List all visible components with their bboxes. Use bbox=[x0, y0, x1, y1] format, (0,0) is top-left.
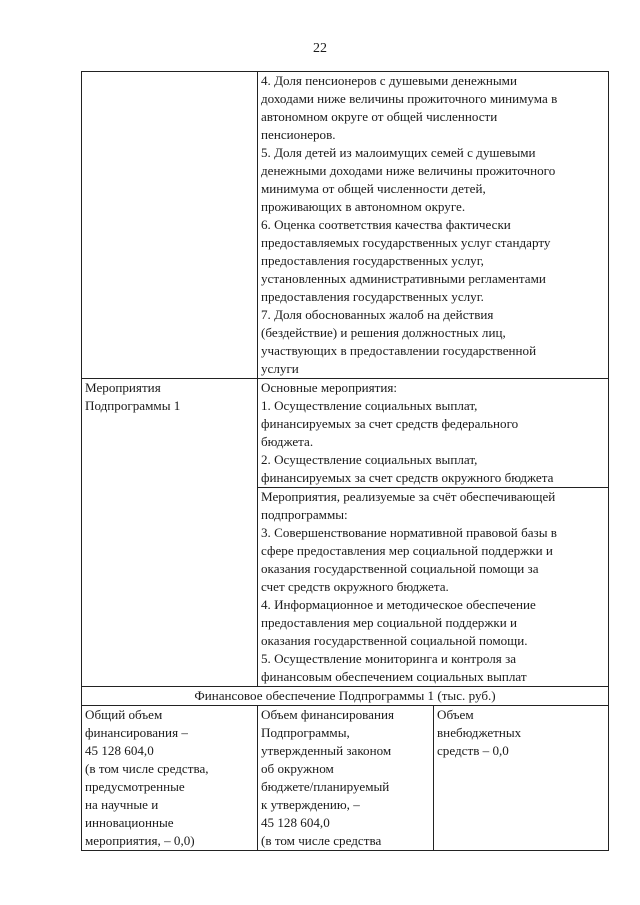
text-line: минимума от общей численности детей, bbox=[261, 181, 486, 196]
text-line: 2. Осуществление социальных выплат, bbox=[261, 452, 478, 467]
indicators-label-cell bbox=[82, 72, 258, 379]
text-line: Объем bbox=[437, 707, 474, 722]
text-line: средств – 0,0 bbox=[437, 743, 509, 758]
text-line: 4. Доля пенсионеров с душевыми денежными bbox=[261, 73, 517, 88]
text-line: пенсионеров. bbox=[261, 127, 336, 142]
indicators-row bbox=[82, 72, 609, 379]
text-line: автономном округе от общей численности bbox=[261, 109, 498, 124]
text-line: (в том числе средства bbox=[261, 833, 382, 848]
text-line: подпрограммы: bbox=[261, 507, 348, 522]
text-line: Основные мероприятия: bbox=[261, 380, 398, 395]
text-line: денежными доходами ниже величины прожиточного bbox=[261, 163, 556, 178]
text-line: финансирования – bbox=[85, 725, 188, 740]
text-line: услуги bbox=[261, 361, 299, 376]
text-line: (в том числе средства, bbox=[85, 761, 209, 776]
text-line: проживающих в автономном округе. bbox=[261, 199, 466, 214]
indicators-list-cell bbox=[258, 72, 609, 379]
text-line: 3. Совершенствование нормативной правовой базы в bbox=[261, 525, 557, 540]
text-line: финансируемых за счет средств федерального bbox=[261, 416, 519, 431]
text-line: 45 128 604,0 bbox=[261, 815, 330, 830]
activities-label-cell bbox=[82, 379, 258, 687]
text-line: на научные и bbox=[85, 797, 159, 812]
text-line: бюджета. bbox=[261, 434, 314, 449]
text-line: бюджете/планируемый bbox=[261, 779, 390, 794]
text-line: счет средств окружного бюджета. bbox=[261, 579, 449, 594]
text-line: 45 128 604,0 bbox=[85, 743, 154, 758]
text-line: 6. Оценка соответствия качества фактически bbox=[261, 217, 511, 232]
text-line: утвержденный законом bbox=[261, 743, 392, 758]
text-line: 5. Доля детей из малоимущих семей с душевыми bbox=[261, 145, 536, 160]
text-line: 5. Осуществление мониторинга и контроля за bbox=[261, 651, 517, 666]
financing-extrabudget-cell bbox=[434, 706, 609, 851]
main-activities-cell bbox=[258, 379, 609, 488]
text-line: сфере предоставления мер социальной поддержки и bbox=[261, 543, 553, 558]
financing-total-cell bbox=[82, 706, 258, 851]
financing-header-row bbox=[82, 687, 609, 706]
financing-values-row bbox=[82, 706, 609, 851]
text-line: (бездействие) и решения должностных лиц, bbox=[261, 325, 506, 340]
text-line: 7. Доля обоснованных жалоб на действия bbox=[261, 307, 494, 322]
text-line: доходами ниже величины прожиточного минимума в bbox=[261, 91, 558, 106]
text-line: инновационные bbox=[85, 815, 174, 830]
text-line: об окружном bbox=[261, 761, 334, 776]
text-line: Объем финансирования bbox=[261, 707, 395, 722]
page-number: 22 bbox=[313, 41, 327, 56]
text-line: предоставления государственных услуг, bbox=[261, 253, 484, 268]
subprogram-passport-table bbox=[81, 71, 609, 851]
text-line: предоставляемых государственных услуг стандарту bbox=[261, 235, 551, 250]
text-line: предоставления мер социальной поддержки и bbox=[261, 615, 518, 630]
text-line: Подпрограммы, bbox=[261, 725, 350, 740]
financing-header: Финансовое обеспечение Подпрограммы 1 (тыс. руб.) bbox=[82, 687, 609, 706]
text-line: 1. Осуществление социальных выплат, bbox=[261, 398, 478, 413]
text-line: Мероприятия, реализуемые за счёт обеспечивающей bbox=[261, 489, 556, 504]
text-line: Мероприятия bbox=[85, 380, 161, 395]
activities-main-row bbox=[82, 379, 609, 488]
text-line: к утверждению, – bbox=[261, 797, 360, 812]
text-line: оказания государственной социальной помощи. bbox=[261, 633, 528, 648]
financing-budget-cell bbox=[258, 706, 434, 851]
text-line: финансируемых за счет средств окружного бюджета bbox=[261, 470, 554, 485]
text-line: участвующих в предоставлении государственной bbox=[261, 343, 537, 358]
text-line: Подпрограммы 1 bbox=[85, 398, 181, 413]
text-line: внебюджетных bbox=[437, 725, 522, 740]
text-line: оказания государственной социальной помощи за bbox=[261, 561, 539, 576]
supporting-activities-cell bbox=[258, 488, 609, 687]
text-line: установленных административными регламентами bbox=[261, 271, 546, 286]
text-line: предусмотренные bbox=[85, 779, 185, 794]
text-line: 4. Информационное и методическое обеспечение bbox=[261, 597, 536, 612]
text-line: Общий объем bbox=[85, 707, 163, 722]
text-line: финансовым обеспечением социальных выплат bbox=[261, 669, 527, 684]
text-line: предоставления государственных услуг. bbox=[261, 289, 484, 304]
text-line: мероприятия, – 0,0) bbox=[85, 833, 195, 848]
